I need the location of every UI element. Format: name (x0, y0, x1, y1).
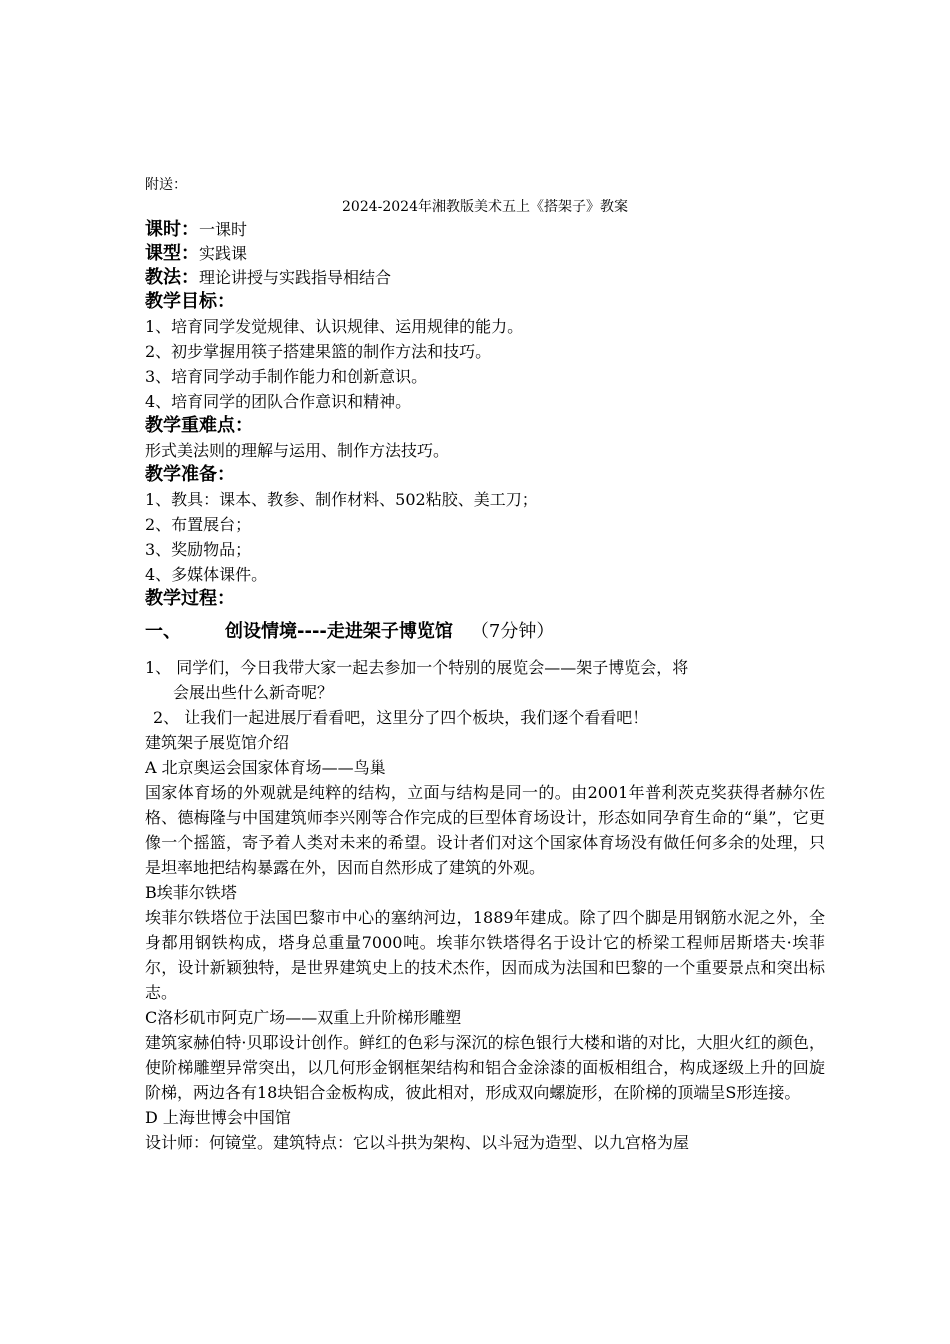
exhibit-text: 国家体育场的外观就是纯粹的结构，立面与结构是同一的。由2001年普利茨克奖获得者赫尔佐格、德梅隆与中国建筑师李兴刚等合作完成的巨型体育场设计，形态如同孕育生命的“巢”，它更像一个摇篮，寄予着人类对未来的希望。设计者们对这个国家体育场没有做任何多余的处理，只是坦率地把结构暴露在外，因而自然形成了建筑的外观。 (145, 783, 825, 877)
exhibit-title: B埃菲尔铁塔 (145, 883, 237, 902)
class-type-value: 实践课 (199, 244, 248, 263)
section-heading (145, 617, 825, 647)
document-title: 2024-2024年湘教版美术五上《搭架子》教案 (342, 199, 628, 215)
attachment-label: 附送： (145, 177, 187, 193)
key-points-heading: 教学重难点： (145, 415, 253, 436)
goals-heading: 教学目标： (145, 291, 235, 312)
step-item: 1、 同学们，今日我带大家一起去参加一个特别的展览会——架子博览会，将 (145, 658, 689, 677)
exhibit-title: D 上海世博会中国馆 (145, 1108, 291, 1127)
class-type-row (145, 242, 825, 266)
class-type-label: 课型： (145, 243, 199, 264)
exhibit-title: C洛杉矶市阿克广场——双重上升阶梯形雕塑 (145, 1008, 462, 1027)
preparation-heading: 教学准备： (145, 464, 235, 485)
section-number: 一、 (145, 621, 181, 642)
class-hours-label: 课时： (145, 219, 199, 240)
preparation-item: 2、布置展台； (145, 515, 252, 534)
section-title: 创设情境----走进架子博览馆 (225, 621, 453, 642)
exhibit-text: 设计师：何镜堂。建筑特点：它以斗拱为架构、以斗冠为造型、以九宫格为屋 (145, 1133, 690, 1152)
goal-item: 2、初步掌握用筷子搭建果篮的制作方法和技巧。 (145, 342, 492, 361)
exhibits-intro: 建筑架子展览馆介绍 (145, 733, 290, 752)
method-value: 理论讲授与实践指导相结合 (199, 268, 392, 287)
section-duration: （7分钟） (470, 621, 555, 642)
preparation-item: 1、教具：课本、教参、制作材料、502粘胶、美工刀； (145, 490, 538, 509)
goal-item: 4、培育同学的团队合作意识和精神。 (145, 392, 412, 411)
goal-item: 1、培育同学发觉规律、认识规律、运用规律的能力。 (145, 317, 524, 336)
step-item-continued: 会展出些什么新奇呢？ (173, 683, 334, 702)
step-item: 2、 让我们一起进展厅看看吧，这里分了四个板块，我们逐个看看吧！ (153, 708, 649, 727)
exhibit-text: 建筑家赫伯特·贝耶设计创作。鲜红的色彩与深沉的棕色银行大楼和谐的对比，大胆火红的颜色，使阶梯雕塑异常突出，以几何形金钢框架结构和铝合金涂漆的面板相组合，构成逐级上升的回旋阶梯，两边各有18块铝合金板构成，彼此相对，形成双向螺旋形，在阶梯的顶端呈S形连接。 (145, 1033, 825, 1102)
document-content (145, 174, 825, 1155)
class-hours-row (145, 218, 825, 242)
preparation-item: 3、奖励物品； (145, 540, 252, 559)
exhibit-title: A 北京奥运会国家体育场——鸟巢 (145, 758, 386, 777)
class-hours-value: 一课时 (199, 220, 248, 239)
key-points-text: 形式美法则的理解与运用、制作方法技巧。 (145, 441, 450, 460)
method-row (145, 266, 825, 290)
goal-item: 3、培育同学动手制作能力和创新意识。 (145, 367, 428, 386)
exhibit-text: 埃菲尔铁塔位于法国巴黎市中心的塞纳河边，1889年建成。除了四个脚是用钢筋水泥之外，全身都用钢铁构成，塔身总重量7000吨。埃菲尔铁塔得名于设计它的桥梁工程师居斯塔夫·埃菲尔，设计新颖独特，是世界建筑史上的技术杰作，因而成为法国和巴黎的一个重要景点和突出标志。 (145, 908, 825, 1002)
preparation-item: 4、多媒体课件。 (145, 565, 268, 584)
method-label: 教法： (145, 267, 199, 288)
process-heading: 教学过程： (145, 588, 235, 609)
